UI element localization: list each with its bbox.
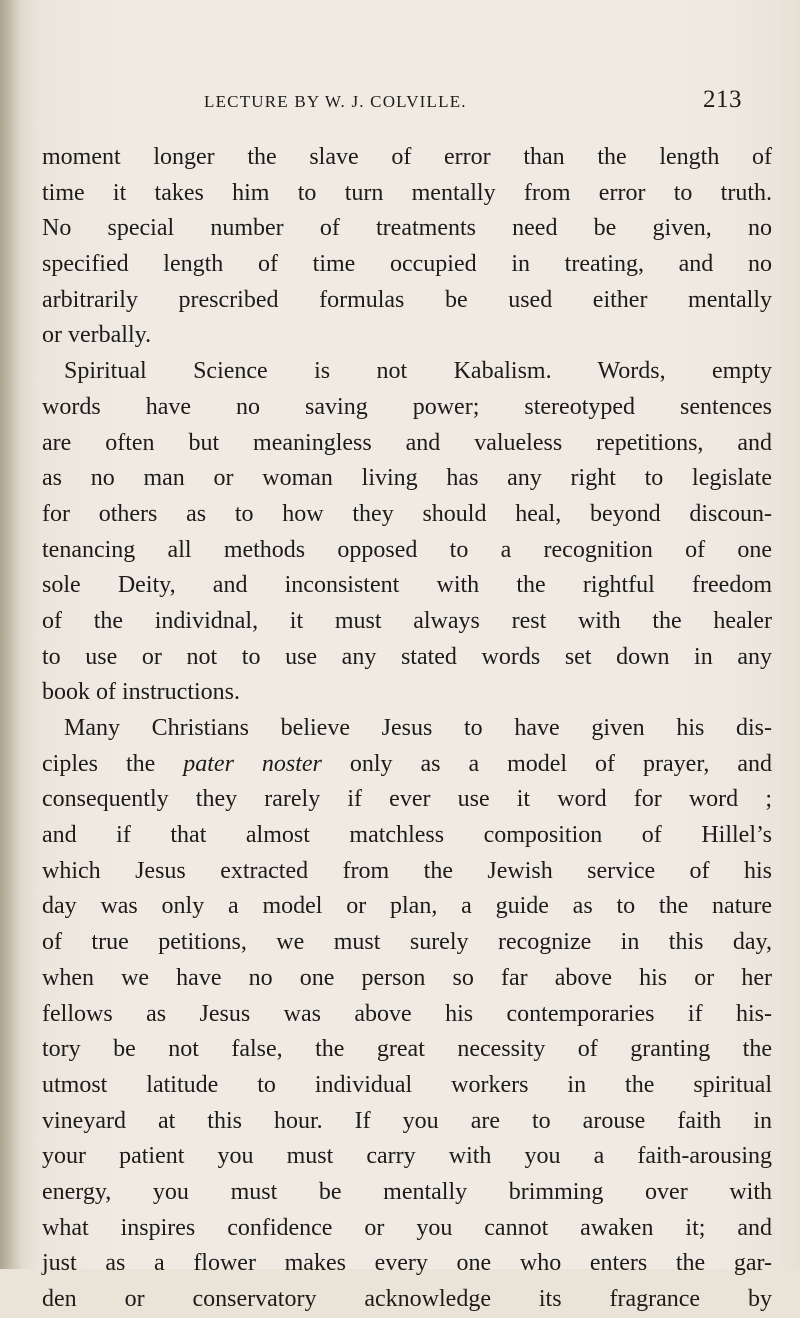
paragraph-1 <box>42 140 772 354</box>
text-line: consequently they rarely if ever use it word for word ; <box>42 786 772 813</box>
text-line: which Jesus extracted from the Jewish service of his <box>42 857 772 884</box>
page-number: 213 <box>703 86 742 113</box>
text-line: or verbally. <box>42 322 152 349</box>
text-line: and if that almost matchless composition of Hillel’s <box>42 822 772 849</box>
text-line: just as a flower makes every one who enters the gar- <box>42 1250 772 1277</box>
text-line: when we have no one person so far above his or her <box>42 964 772 991</box>
text-line: book of instructions. <box>42 679 240 706</box>
text-line: what inspires confidence or you cannot awaken it; and <box>42 1214 772 1241</box>
body-text <box>42 140 772 1318</box>
text-line: of the individnal, it must always rest with the healer <box>42 607 772 634</box>
text-line: arbitrarily prescribed formulas be used either mentally <box>42 286 772 313</box>
text-line: time it takes him to turn mentally from error to truth. <box>42 179 772 206</box>
text-segment: only as a model of prayer, and <box>321 750 772 777</box>
text-line: of true petitions, we must surely recognize in this day, <box>42 929 772 956</box>
text-line: are often but meaningless and valueless repetitions, and <box>42 429 772 456</box>
text-line: den or conservatory acknowledge its fragrance by <box>42 1286 772 1312</box>
text-line: fellows as Jesus was above his contemporaries if his- <box>42 1000 772 1027</box>
text-line: utmost latitude to individual workers in the spiritual <box>42 1071 772 1098</box>
text-line: words have no saving power; stereotyped sentences <box>42 393 772 420</box>
running-head <box>42 86 742 120</box>
text-line: specified length of time occupied in treating, and no <box>42 251 772 278</box>
paragraph-2 <box>42 354 772 711</box>
paragraph-3 <box>42 711 772 1318</box>
text-line: your patient you must carry with you a faith-arousing <box>42 1143 772 1170</box>
text-line: Spiritual Science is not Kabalism. Words, empty <box>64 358 772 385</box>
running-head-title: LECTURE BY W. J. COLVILLE. <box>204 92 467 111</box>
text-segment: ciples the <box>42 750 184 777</box>
spine-shadow <box>0 0 22 1269</box>
text-line: moment longer the slave of error than the length of <box>42 144 772 170</box>
text-line: energy, you must be mentally brimming over with <box>42 1178 772 1205</box>
text-line: as no man or woman living has any right to legislate <box>42 465 772 492</box>
italic-phrase: pater noster <box>183 750 322 777</box>
text-line: day was only a model or plan, a guide as to the nature <box>42 893 772 920</box>
text-line: tenancing all methods opposed to a recognition of one <box>42 536 772 563</box>
text-line: sole Deity, and inconsistent with the rightful freedom <box>42 572 772 599</box>
text-line: vineyard at this hour. If you are to arouse faith in <box>42 1107 772 1134</box>
text-line: tory be not false, the great necessity of granting the <box>42 1036 772 1063</box>
text-line: No special number of treatments need be given, no <box>42 215 772 242</box>
text-line-with-italic <box>42 747 772 783</box>
text-line: for others as to how they should heal, beyond discoun- <box>42 500 772 527</box>
text-line: Many Christians believe Jesus to have given his dis- <box>64 715 772 741</box>
text-line: to use or not to use any stated words set down in any <box>42 643 772 670</box>
